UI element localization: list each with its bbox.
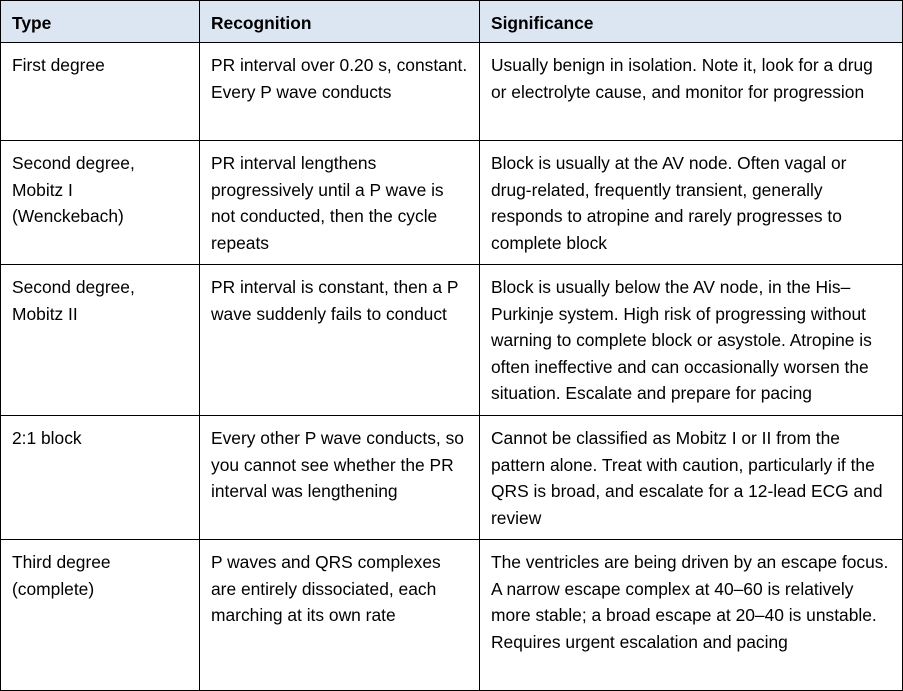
cell-recognition: PR interval over 0.20 s, constant. Every P wave conducts	[200, 43, 480, 141]
cell-type: Second degree, Mobitz I (Wenckebach)	[1, 141, 200, 265]
cell-recognition: PR interval lengthens progressively until a P wave is not conducted, then the cycle repeats	[200, 141, 480, 265]
cell-type: Third degree (complete)	[1, 540, 200, 691]
cell-type: 2:1 block	[1, 416, 200, 540]
table-body	[1, 43, 903, 691]
header-recognition: Recognition	[200, 1, 480, 43]
cell-significance: Cannot be classified as Mobitz I or II from the pattern alone. Treat with caution, particularly if the QRS is broad, and escalate for a 12-lead ECG and review	[480, 416, 903, 540]
header-type: Type	[1, 1, 200, 43]
cell-recognition: PR interval is constant, then a P wave suddenly fails to conduct	[200, 265, 480, 416]
cell-significance: Block is usually at the AV node. Often vagal or drug-related, frequently transient, generally responds to atropine and rarely progresses to complete block	[480, 141, 903, 265]
cell-significance: Usually benign in isolation. Note it, look for a drug or electrolyte cause, and monitor for progression	[480, 43, 903, 141]
table-row	[1, 265, 903, 416]
header-row	[1, 1, 903, 43]
cell-recognition: Every other P wave conducts, so you cannot see whether the PR interval was lengthening	[200, 416, 480, 540]
cell-type: Second degree, Mobitz II	[1, 265, 200, 416]
table-row	[1, 43, 903, 141]
table-row	[1, 540, 903, 691]
header-significance: Significance	[480, 1, 903, 43]
cell-significance: Block is usually below the AV node, in the His–Purkinje system. High risk of progressing without warning to complete block or asystole. Atropine is often ineffective and can occasionally worsen the situation. Escalate and prepare for pacing	[480, 265, 903, 416]
cell-type: First degree	[1, 43, 200, 141]
table-row	[1, 141, 903, 265]
cell-significance: The ventricles are being driven by an escape focus. A narrow escape complex at 40–60 is relatively more stable; a broad escape at 20–40 is unstable. Requires urgent escalation and pacing	[480, 540, 903, 691]
table-row	[1, 416, 903, 540]
cell-recognition: P waves and QRS complexes are entirely dissociated, each marching at its own rate	[200, 540, 480, 691]
table-header	[1, 1, 903, 43]
